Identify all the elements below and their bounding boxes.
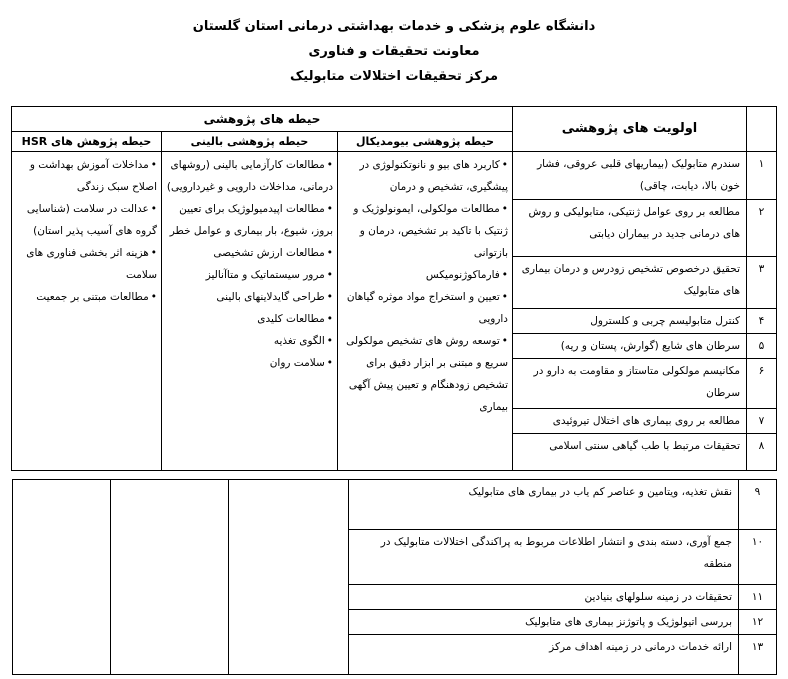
hsr-column-header: حیطه پژوهش های HSR	[11, 132, 161, 152]
priority-text-cell: جمع آوری، دسته بندی و انتشار اطلاعات مربوط به پراکندگی اختلالات متابولیک در منطقه	[349, 530, 739, 585]
bullet-text: مطالعات مولکولی، ایمونولوژیک و ژنتیک با تاکید بر تشخیص، درمان و بازتوانی	[353, 203, 508, 259]
bullet-marker: •	[326, 247, 333, 259]
hsr-empty-cell	[13, 480, 111, 675]
bullet-marker: •	[501, 291, 508, 303]
priority-text-cell: کنترل متابولیسم چربی و کلسترول	[513, 309, 747, 334]
bullet-marker: •	[150, 247, 157, 259]
biomedical-empty-cell	[229, 480, 349, 675]
bullet-text: کاربرد های بیو و نانوتکنولوژی در پیشگیری، تشخیص و درمان	[359, 159, 508, 193]
priority-number-cell: ۱۱	[739, 585, 777, 610]
priority-number-cell: ۱۳	[739, 635, 777, 675]
bullet-text: مطالعات کلیدی	[257, 313, 325, 325]
bullet-marker: •	[150, 203, 157, 215]
bullet-text: مرور سیستماتیک و متاآنالیز	[205, 269, 325, 281]
document-header	[0, 0, 788, 89]
bullet-text: تعیین و استخراج مواد موثره گیاهان دارویی	[346, 291, 508, 325]
bullet-text: طراحی گایدلاینهای بالینی	[216, 291, 325, 303]
bullet-marker: •	[150, 159, 157, 171]
bullet-item	[166, 352, 333, 374]
priority-text-cell: تحقیقات مرتبط با طب گیاهی سنتی اسلامی	[513, 434, 747, 471]
bullet-item	[342, 286, 508, 330]
bullet-item	[342, 330, 508, 418]
priority-number-cell: ۵	[747, 334, 777, 359]
bullet-item	[166, 286, 333, 308]
priority-text-cell: مطالعه بر روی بیماری های اختلال تیروئیدی	[513, 409, 747, 434]
priority-number-cell: ۱۲	[739, 610, 777, 635]
bullet-marker: •	[501, 335, 508, 347]
priority-number-cell: ۶	[747, 359, 777, 409]
bullet-item	[166, 308, 333, 330]
bullet-text: توسعه روش های تشخیص مولکولی سریع و مبتنی بر ابزار دقیق برای تشخیص زودهنگام و تعیین پیش آگهی بیماری	[346, 335, 508, 413]
bullet-item	[16, 242, 157, 286]
priority-number-cell: ۱۰	[739, 530, 777, 585]
number-column-header	[747, 107, 777, 152]
bullet-marker: •	[326, 291, 333, 303]
priority-text-cell: ارائه خدمات درمانی در زمینه اهداف مرکز	[349, 635, 739, 675]
biomedical-items-cell	[338, 152, 513, 471]
biomedical-column-header: حیطه پژوهشی بیومدیکال	[338, 132, 513, 152]
bullet-marker: •	[326, 335, 333, 347]
priority-number-cell: ۷	[747, 409, 777, 434]
center-name: مرکز تحقیقات اختلالات متابولیک	[289, 69, 499, 84]
bullet-text: الگوی تغذیه	[273, 335, 325, 347]
bullet-item	[16, 286, 157, 308]
priority-text-cell: مطالعه بر روی عوامل ژنتیکی، متابولیکی و روش های درمانی جدید در بیماران دیابتی	[513, 200, 747, 257]
bullet-marker: •	[150, 291, 157, 303]
bullet-text: فارماکوژنومیکس	[425, 269, 500, 281]
bullet-text: عدالت در سلامت (شناسایی گروه های آسیب پذیر استان)	[26, 203, 157, 237]
bullet-marker: •	[501, 269, 508, 281]
priority-number-cell: ۸	[747, 434, 777, 471]
priority-text-cell: نقش تغذیه، ویتامین و عناصر کم یاب در بیماری های متابولیک	[349, 480, 739, 530]
deputy-name: معاونت تحقیقات و فناوری	[308, 44, 480, 59]
bullet-marker: •	[326, 357, 333, 369]
bullet-marker: •	[326, 313, 333, 325]
priority-text-cell: سرطان های شایع (گوارش، پستان و ریه)	[513, 334, 747, 359]
priorities-header: اولویت های پژوهشی	[513, 107, 747, 152]
hsr-items-cell	[11, 152, 161, 471]
clinical-column-header: حیطه پژوهشی بالینی	[162, 132, 338, 152]
university-name: دانشگاه علوم پزشکی و خدمات بهداشتی درمانی استان گلستان	[192, 19, 596, 34]
bullet-marker: •	[326, 203, 333, 215]
bullet-marker: •	[501, 203, 508, 215]
priority-text-cell: بررسی اتیولوژیک و پاتوژنز بیماری های متابولیک	[349, 610, 739, 635]
bullet-text: مطالعات مبتنی بر جمعیت	[36, 291, 149, 303]
bullet-item	[16, 154, 157, 198]
priority-text-cell: مکانیسم مولکولی متاستاز و مقاومت به دارو در سرطان	[513, 359, 747, 409]
priority-text-cell: تحقیق درخصوص تشخیص زودرس و درمان بیماری های متابولیک	[513, 257, 747, 309]
priority-text-cell: سندرم متابولیک (بیماریهای قلبی عروقی، فشار خون بالا، دیابت، چاقی)	[513, 152, 747, 200]
research-areas-header: حیطه های پژوهشی	[11, 107, 512, 132]
bullet-item	[16, 198, 157, 242]
priority-number-cell: ۹	[739, 480, 777, 530]
priorities-table-main	[11, 106, 777, 471]
bullet-text: هزینه اثر بخشی فناوری های سلامت	[26, 247, 157, 281]
bullet-marker: •	[326, 269, 333, 281]
priority-text-cell: تحقیقات در زمینه سلولهای بنیادین	[349, 585, 739, 610]
bullet-text: مطالعات اپیدمیولوژیک برای تعیین بروز، شیوع، بار بیماری و عوامل خطر	[169, 203, 333, 237]
priority-number-cell: ۳	[747, 257, 777, 309]
bullet-item	[166, 264, 333, 286]
bullet-marker: •	[326, 159, 333, 171]
bullet-item	[166, 330, 333, 352]
priority-number-cell: ۱	[747, 152, 777, 200]
priority-number-cell: ۴	[747, 309, 777, 334]
bullet-item	[342, 198, 508, 264]
priority-number-cell: ۲	[747, 200, 777, 257]
bullet-item	[342, 264, 508, 286]
bullet-item	[166, 154, 333, 198]
bullet-item	[166, 198, 333, 242]
clinical-empty-cell	[111, 480, 229, 675]
bullet-text: مداخلات آموزش بهداشت و اصلاح سبک زندگی	[29, 159, 157, 193]
bullet-text: مطالعات ارزش تشخیصی	[213, 247, 325, 259]
bullet-text: سلامت روان	[269, 357, 325, 369]
bullet-marker: •	[501, 159, 508, 171]
bullet-item	[166, 242, 333, 264]
clinical-items-cell	[162, 152, 338, 471]
priorities-table-continuation	[12, 479, 777, 675]
bullet-item	[342, 154, 508, 198]
bullet-text: مطالعات کارآزمایی بالینی (روشهای درمانی، مداخلات دارویی و غیردارویی)	[166, 159, 333, 193]
